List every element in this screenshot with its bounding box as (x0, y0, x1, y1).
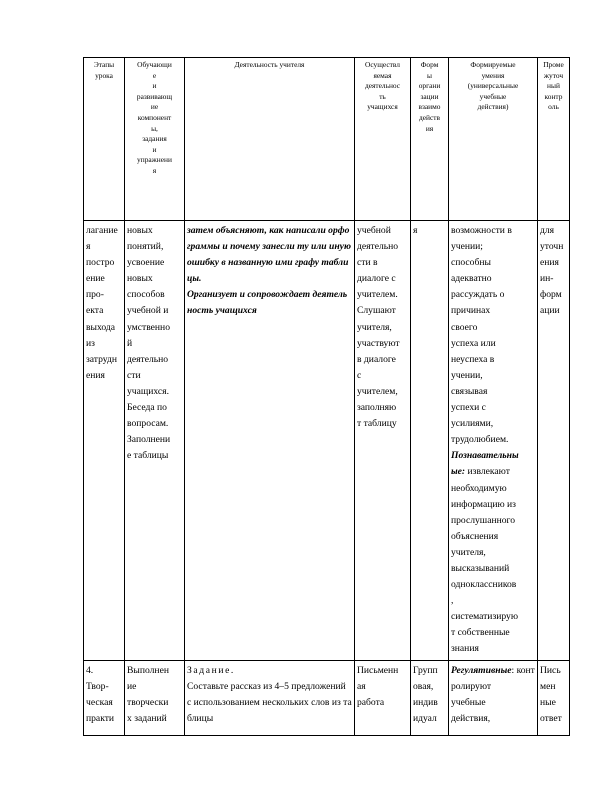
header-content (125, 58, 185, 221)
header-student-text: Осуществл яемая деятельнос ть учащихся (364, 60, 401, 112)
lesson-plan-table (83, 57, 570, 736)
row2-forms: я (411, 221, 449, 661)
row3-task-title: Задание. (187, 664, 235, 676)
header-control-text: Проме жуточ ный контр оль (543, 60, 564, 112)
header-forms (411, 58, 449, 221)
row2-teacher-text: затем объясняют, как написали орфограммы и почему занесли ту или иную ошибку в названную ими графу таблицы. (187, 225, 351, 285)
row2-control: для уточн ения ин- форм ации (538, 221, 570, 661)
row3-teacher (185, 660, 355, 735)
header-stage-text: Этапы урока (93, 60, 115, 80)
header-forms-text: Форм ы органи зации взаимо действ ия (418, 60, 441, 133)
row2-content: новых понятий, усвоение новых способов учебной и умственно й деятельно сти учащихся. Беседа по вопросам. Заполнени е таблицы (125, 221, 185, 661)
row2-skills-text-2: извлекают необходимую информацию из прослушанного объяснения учителя, высказываний одноклассников , систематизирую т собственные знания (451, 466, 519, 655)
row3-student: Письменн ая работа (355, 660, 411, 735)
row3-forms: Групп овая, индив идуал (411, 660, 449, 735)
header-skills (449, 58, 538, 221)
header-teacher-text: Деятельность учителя (234, 60, 305, 69)
row2-teacher-text-2: Организует и сопровождает деятельность учащихся (187, 289, 348, 317)
row3-skills-text: : контролируют учебные действия, (451, 664, 535, 724)
row3-control: Пись мен ные ответ (538, 660, 570, 735)
header-skills-text: Формируемые умения (универсальные учебные действия) (467, 60, 519, 112)
table-row (84, 221, 570, 661)
header-content-text: Обучающи е и развивающ ие компонент ы, задания и упражнени я (136, 60, 173, 175)
header-teacher (185, 58, 355, 221)
row2-teacher (185, 221, 355, 661)
header-control (538, 58, 570, 221)
row3-stage: 4. Твор- ческая практи (84, 660, 125, 735)
header-student (355, 58, 411, 221)
row3-skills-label: Регулятивные (451, 664, 512, 676)
table-row (84, 660, 570, 735)
row2-skills-label: Познавательны ые: (451, 450, 519, 478)
row2-skills (449, 221, 538, 661)
row2-student: учебной деятельно сти в диалоге с учителем. Слушают учителя, участвуют в диалоге с учителем, заполняю т таблицу (355, 221, 411, 661)
row3-task-text: Составьте рассказ из 4–5 предложений с использованием нескольких слов из таблицы (187, 680, 352, 724)
header-stage (84, 58, 125, 221)
row2-stage: лагание я постро ение про- екта выхода из затрудн ения (84, 221, 125, 661)
table-header-row (84, 58, 570, 221)
row3-skills (449, 660, 538, 735)
row2-skills-text: возможности в учении; способны адекватно рассуждать о причинах своего успеха или неуспеха в учении, связывая успехи с усилиями, трудолюбием. (451, 225, 512, 446)
row3-content: Выполнен ие творчески х заданий (125, 660, 185, 735)
